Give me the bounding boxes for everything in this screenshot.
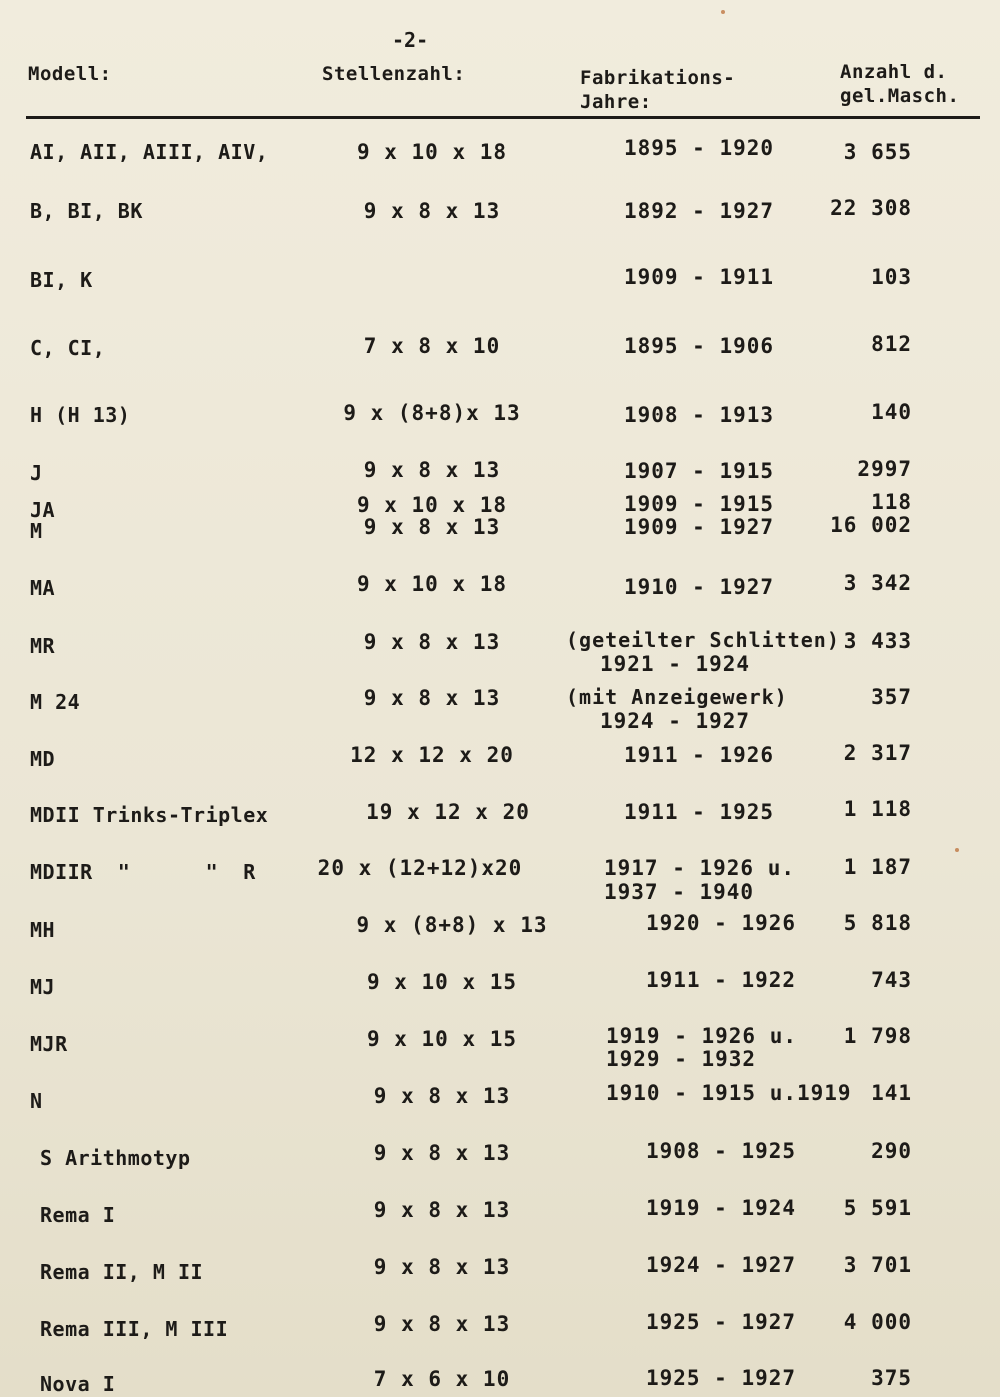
row-model: MA — [30, 576, 56, 600]
row-stellenzahl: 9 x 8 x 13 — [373, 1084, 511, 1108]
row-count: 5 818 — [843, 911, 912, 935]
row-years-line: 1919 - 1924 — [645, 1196, 797, 1220]
row-stellenzahl: 9 x 8 x 13 — [363, 686, 501, 710]
header-model: Modell: — [28, 63, 112, 85]
row-model: N — [30, 1089, 43, 1113]
row-years — [590, 1310, 852, 1334]
row-stellenzahl: 9 x 8 x 13 — [373, 1198, 511, 1222]
row-years-line: 1911 - 1922 — [645, 968, 797, 992]
row-model: MDII Trinks-Triplex — [30, 803, 269, 827]
row-count: 140 — [871, 400, 912, 424]
row-count: 357 — [871, 685, 912, 709]
row-years — [568, 575, 830, 599]
row-model: MDIIR " " R — [30, 860, 256, 884]
row-stellenzahl: 7 x 6 x 10 — [373, 1367, 511, 1391]
row-count: 743 — [871, 968, 912, 992]
row-count: 3 433 — [843, 629, 912, 653]
row-count: 103 — [871, 265, 912, 289]
row-model: MD — [30, 747, 56, 771]
row-stellenzahl: 9 x 8 x 13 — [373, 1141, 511, 1165]
row-model: M — [30, 519, 43, 543]
row-years-line: 1924 - 1927 — [600, 709, 751, 733]
row-stellenzahl: 9 x 10 x 18 — [356, 572, 508, 596]
row-stellenzahl: 9 x 10 x 18 — [356, 140, 508, 164]
row-years-line: 1909 - 1911 — [623, 265, 775, 289]
row-stellenzahl: 9 x 8 x 13 — [373, 1312, 511, 1336]
row-years-line: 1917 - 1926 u. — [604, 856, 796, 880]
row-model: AI, AII, AIII, AIV, — [30, 140, 269, 164]
row-count: 2 317 — [843, 741, 912, 765]
row-stellenzahl: 20 x (12+12)x20 — [317, 856, 523, 880]
header-stellenzahl: Stellenzahl: — [322, 63, 466, 85]
row-years-line: 1909 - 1915 — [623, 492, 775, 516]
row-model: C, CI, — [30, 336, 106, 360]
row-count: 5 591 — [843, 1196, 912, 1220]
row-model: S Arithmotyp — [40, 1146, 191, 1170]
row-years — [590, 1139, 852, 1163]
row-stellenzahl: 7 x 8 x 10 — [363, 334, 501, 358]
row-model: MH — [30, 918, 56, 942]
row-stellenzahl: 9 x (8+8) x 13 — [356, 913, 548, 937]
row-years-line: 1919 - 1926 u. — [606, 1024, 798, 1048]
row-years-line: 1907 - 1915 — [623, 459, 775, 483]
row-years-line: 1925 - 1927 — [645, 1310, 797, 1334]
header-rule — [26, 116, 980, 119]
row-years — [568, 515, 830, 539]
row-count: 2997 — [857, 457, 912, 481]
row-years — [590, 1196, 852, 1220]
row-years — [568, 199, 830, 223]
row-model: MJ — [30, 975, 56, 999]
header-fabrikation-line1: Fabrikations- — [580, 67, 736, 89]
row-years — [566, 628, 840, 676]
row-stellenzahl: 9 x 8 x 13 — [373, 1255, 511, 1279]
row-years-line: 1921 - 1924 — [600, 652, 751, 676]
row-years-line: 1892 - 1927 — [623, 199, 775, 223]
row-years-line: 1937 - 1940 — [604, 880, 755, 904]
row-years-note: (geteilter Schlitten) — [566, 628, 840, 652]
row-count: 3 655 — [843, 140, 912, 164]
row-model: JA — [30, 498, 56, 522]
row-model: J — [30, 461, 43, 485]
row-count: 4 000 — [843, 1310, 912, 1334]
row-years — [590, 911, 852, 935]
row-years — [568, 265, 830, 289]
row-years-line: 1924 - 1927 — [645, 1253, 797, 1277]
row-count: 22 308 — [830, 196, 912, 220]
row-years — [568, 136, 830, 160]
header-anzahl-line2: gel.Masch. — [840, 85, 960, 107]
row-model: BI, K — [30, 268, 93, 292]
row-model: Nova I — [40, 1372, 116, 1396]
row-count: 812 — [871, 332, 912, 356]
row-years-line: 1908 - 1913 — [623, 403, 775, 427]
row-stellenzahl: 9 x (8+8)x 13 — [343, 401, 521, 425]
row-stellenzahl: 9 x 8 x 13 — [363, 630, 501, 654]
row-years-line: 1895 - 1906 — [623, 334, 775, 358]
row-years — [568, 743, 830, 767]
row-years-note: (mit Anzeigewerk) — [566, 685, 788, 709]
row-years-line: 1920 - 1926 — [645, 911, 797, 935]
row-stellenzahl: 12 x 12 x 20 — [350, 743, 514, 767]
row-years — [566, 685, 788, 733]
row-years — [568, 403, 830, 427]
row-years-line: 1911 - 1926 — [623, 743, 775, 767]
row-years-line: 1909 - 1927 — [623, 515, 775, 539]
row-stellenzahl: 9 x 10 x 15 — [366, 970, 518, 994]
row-years-line: 1911 - 1925 — [623, 800, 775, 824]
row-stellenzahl: 9 x 10 x 15 — [366, 1027, 518, 1051]
row-years — [606, 1025, 797, 1071]
row-count: 16 002 — [830, 513, 912, 537]
row-years — [590, 968, 852, 992]
row-count: 375 — [871, 1366, 912, 1390]
row-years — [568, 800, 830, 824]
row-stellenzahl: 9 x 8 x 13 — [363, 515, 501, 539]
row-years — [606, 1081, 852, 1105]
row-count: 3 701 — [843, 1253, 912, 1277]
row-model: Rema II, M II — [40, 1260, 204, 1284]
paper-speck — [721, 10, 725, 14]
row-years — [568, 334, 830, 358]
row-years-line: 1895 - 1920 — [623, 136, 775, 160]
row-years-line: 1910 - 1915 u.1919 — [606, 1081, 852, 1105]
row-years-line: 1929 - 1932 — [606, 1047, 757, 1071]
row-years — [590, 1253, 852, 1277]
row-count: 118 — [871, 490, 912, 514]
row-model: Rema I — [40, 1203, 116, 1227]
row-model: Rema III, M III — [40, 1317, 229, 1341]
row-stellenzahl: 9 x 8 x 13 — [363, 199, 501, 223]
row-model: MR — [30, 634, 56, 658]
row-years — [568, 459, 830, 483]
row-years-line: 1910 - 1927 — [623, 575, 775, 599]
row-count: 1 118 — [843, 797, 912, 821]
row-model: B, BI, BK — [30, 199, 143, 223]
row-model: M 24 — [30, 690, 81, 714]
page-number: -2- — [392, 28, 429, 52]
row-years-line: 1908 - 1925 — [645, 1139, 797, 1163]
row-years — [590, 1366, 852, 1390]
row-count: 3 342 — [843, 571, 912, 595]
header-fabrikation-line2: Jahre: — [580, 91, 652, 113]
header-fabrikationsjahre — [580, 66, 735, 114]
row-count: 290 — [871, 1139, 912, 1163]
row-years — [568, 492, 830, 516]
row-stellenzahl: 9 x 10 x 18 — [356, 493, 508, 517]
header-anzahl — [840, 60, 959, 108]
row-count: 1 187 — [843, 855, 912, 879]
row-stellenzahl: 19 x 12 x 20 — [366, 800, 530, 824]
row-years-line: 1925 - 1927 — [645, 1366, 797, 1390]
row-years — [604, 856, 795, 904]
header-anzahl-line1: Anzahl d. — [840, 61, 948, 83]
row-count: 1 798 — [843, 1024, 912, 1048]
row-model: H (H 13) — [30, 403, 131, 427]
row-model: MJR — [30, 1032, 68, 1056]
row-stellenzahl: 9 x 8 x 13 — [363, 458, 501, 482]
row-count: 141 — [871, 1081, 912, 1105]
paper-speck — [955, 848, 959, 852]
